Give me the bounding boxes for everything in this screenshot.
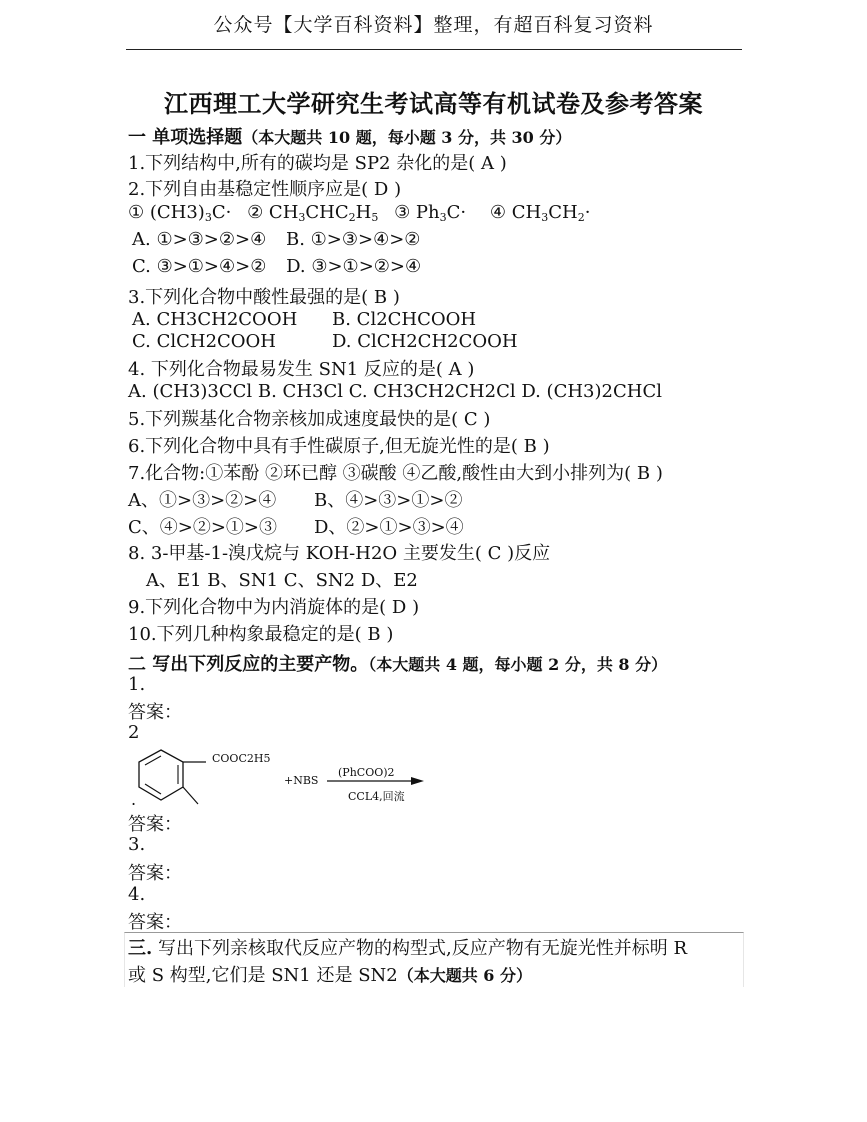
- q7-option-c: C、④>②>①>③: [128, 517, 278, 538]
- question-4: 4. 下列化合物最易发生 SN1 反应的是( A ): [128, 359, 475, 380]
- q2-item-3a: ③ Ph: [394, 202, 440, 223]
- question-2-items: ① $(CH3)_3C\cdot$ ② $CH_3CHC_2H_5$ ③ $Ph_3C\cdot$ ④ $CH_3CH_2\cdot$: [128, 202, 591, 224]
- section1-note: （本大题共 10 题，每小题 3 分，共 30 分）: [242, 128, 572, 147]
- section3-line-2: [128, 961, 532, 987]
- rxn-condition-below: CCL4,回流: [348, 790, 405, 803]
- rxn-dot: .: [131, 790, 137, 809]
- rxn-condition-above: (PhCOO)2: [338, 766, 395, 779]
- question-5: 5.下列羰基化合物亲核加成速度最快的是( C ): [128, 409, 491, 430]
- q2-item-3b: C·: [446, 202, 467, 223]
- s2-answer-3: 答案：: [128, 863, 182, 884]
- page-header: 公众号【大学百科资料】整理，有超百科复习资料: [213, 14, 654, 36]
- q2-item-2a: ② CH: [247, 202, 299, 223]
- s2-item-4-number: 4.: [128, 884, 146, 905]
- q7-option-a: A、①>③>②>④: [128, 490, 277, 511]
- q2-options-row1: [132, 229, 420, 250]
- question-9: 9.下列化合物中为内消旋体的是( D ): [128, 597, 420, 618]
- q2-options-row2: [132, 256, 421, 277]
- question-3: 3.下列化合物中酸性最强的是( B ): [128, 287, 400, 308]
- q2-item-4c: ·: [584, 202, 591, 223]
- rxn-substituent: COOC2H5: [212, 752, 271, 765]
- q2-option-b: B. ①>③>④>②: [285, 229, 421, 250]
- q2-item-2c: H: [355, 202, 372, 223]
- rxn-reagent: +NBS: [284, 774, 319, 787]
- q3-options-row2: [132, 331, 518, 352]
- section3-text-2: 或 S 构型,它们是 SN1 还是 SN2: [128, 965, 398, 986]
- header-rule: [126, 49, 742, 50]
- q3-option-d: D. ClCH2CH2COOH: [332, 331, 518, 352]
- s2-answer-4: 答案：: [128, 912, 182, 933]
- s2-item-1-number: 1.: [128, 674, 146, 695]
- section1-heading-text: 一 单项选择题: [128, 127, 243, 148]
- reaction-scheme-2: [128, 740, 428, 812]
- q2-item-4a: ④ CH: [489, 202, 542, 223]
- section1-heading: [128, 123, 571, 149]
- q7-options-row2: [128, 513, 464, 539]
- question-7: 7.化合物:①苯酚 ②环已醇 ③碳酸 ④乙酸,酸性由大到小排列为( B ): [128, 463, 663, 484]
- q7-option-d: D、②>①>③>④: [314, 517, 464, 538]
- question-8: 8. 3-甲基-1-溴戊烷与 KOH-H2O 主要发生( C )反应: [128, 543, 551, 564]
- q8-options: A、E1 B、SN1 C、SN2 D、E2: [146, 570, 418, 591]
- q3-options-row1: [132, 309, 476, 330]
- q2-item-1a: ① (CH3): [128, 202, 205, 223]
- q3-option-b: B. Cl2CHCOOH: [332, 309, 477, 330]
- document-title: 江西理工大学研究生考试高等有机试卷及参考答案: [164, 89, 703, 118]
- question-1: 1.下列结构中,所有的碳均是 SP2 杂化的是( A ): [128, 153, 507, 174]
- q2-option-a: A. ①>③>②>④: [132, 229, 267, 250]
- section2-note: （本大题共 4 题，每小题 2 分，共 8 分）: [368, 655, 668, 674]
- question-10: 10.下列几种构象最稳定的是( B ): [128, 624, 394, 645]
- q2-item-2b: CHC: [305, 202, 349, 223]
- s2-item-2-number: 2: [128, 722, 140, 743]
- q7-option-b: B、④>③>①>②: [314, 490, 463, 511]
- q3-option-a: A. CH3CH2COOH: [132, 309, 298, 330]
- s2-answer-1: 答案：: [128, 702, 182, 723]
- section3-label: 三.: [128, 938, 153, 959]
- q7-options-row1: [128, 486, 462, 512]
- q4-options: A. (CH3)3CCl B. CH3Cl C. CH3CH2CH2Cl D. (CH3)2CHCl: [128, 381, 662, 402]
- q2-item-1b: C·: [211, 202, 232, 223]
- q2-item-4b: CH: [548, 202, 578, 223]
- section2-heading: [128, 650, 667, 676]
- question-6: 6.下列化合物中具有手性碳原子,但无旋光性的是( B ): [128, 436, 550, 457]
- section3-line-1: [128, 934, 687, 960]
- section3-text-1: 写出下列亲核取代反应产物的构型式,反应产物有无旋光性并标明 R: [152, 938, 687, 959]
- q2-option-d: D. ③>①>②>④: [286, 256, 422, 277]
- section2-heading-text: 二 写出下列反应的主要产物。: [128, 654, 369, 675]
- question-2: 2.下列自由基稳定性顺序应是( D ): [128, 179, 402, 200]
- q3-option-c: C. ClCH2COOH: [132, 331, 277, 352]
- q2-option-c: C. ③>①>④>②: [132, 256, 267, 277]
- s2-item-3-number: 3.: [128, 834, 146, 855]
- section3-note: （本大题共 6 分）: [397, 966, 533, 985]
- s2-answer-2: 答案：: [128, 814, 182, 835]
